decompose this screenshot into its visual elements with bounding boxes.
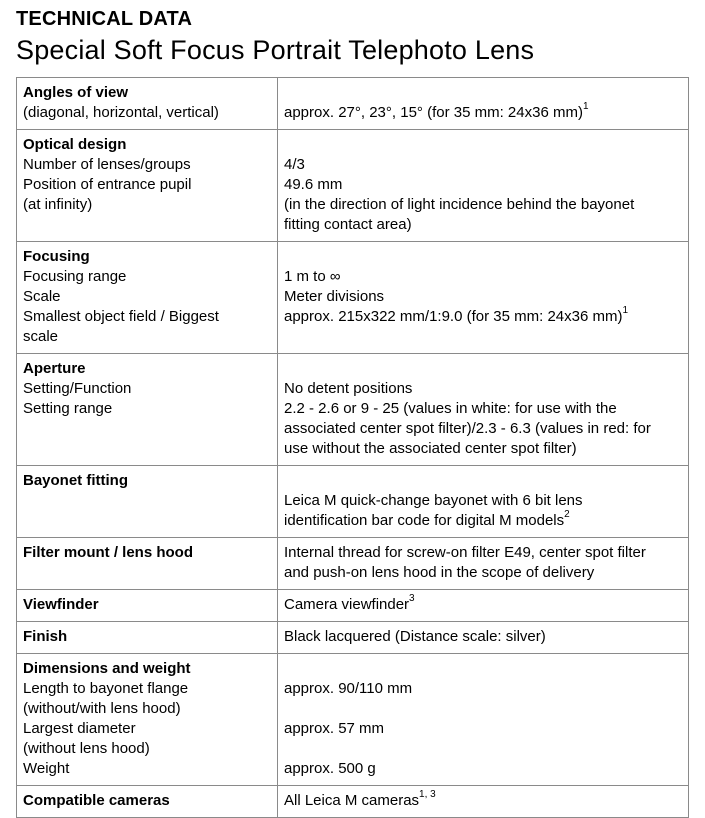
row-value: (in the direction of light incidence behind the bayonet: [284, 196, 635, 213]
row-value: All Leica M cameras$^{1, 3}$: [284, 789, 436, 809]
row-sub-label: Length to bayonet flange: [23, 680, 189, 697]
technical-data-table: [16, 77, 689, 818]
row-value: Meter divisions: [284, 288, 385, 305]
footnote-marker: 1, 3: [419, 789, 436, 800]
table-row: [17, 130, 689, 242]
row-value: Black lacquered (Distance scale: silver): [284, 628, 546, 645]
footnote-marker: 1: [622, 305, 629, 316]
row-sub-label: (at infinity): [23, 196, 93, 213]
row-heading: Angles of view: [23, 84, 129, 101]
row-sub-label: Smallest object field / Biggest: [23, 308, 219, 325]
row-heading: Dimensions and weight: [23, 660, 191, 677]
table-row: [17, 354, 689, 466]
row-heading: Filter mount / lens hood: [23, 544, 193, 561]
row-sub-label: Focusing range: [23, 268, 127, 285]
row-sub-label: Setting range: [23, 400, 113, 417]
row-value: 4/3: [284, 156, 305, 173]
row-label-cell: [17, 242, 278, 354]
footnote-marker: 1: [582, 101, 589, 112]
row-heading: Optical design: [23, 136, 127, 153]
row-label-cell: [17, 130, 278, 242]
row-heading: Focusing: [23, 248, 90, 265]
footnote-marker: 3: [409, 593, 415, 604]
row-sub-label: Setting/Function: [23, 380, 132, 397]
row-value-cell: [278, 78, 689, 130]
row-heading: Bayonet fitting: [23, 472, 128, 489]
row-value: fitting contact area): [284, 216, 412, 233]
row-sub-label: Position of entrance pupil: [23, 176, 192, 193]
row-sub-label: Number of lenses/groups: [23, 156, 191, 173]
row-value: 2.2 - 2.6 or 9 - 25 (values in white: for use with the: [284, 400, 617, 417]
row-value: approx. 500 g: [284, 760, 376, 777]
section-label: TECHNICAL DATA: [16, 8, 193, 30]
row-value: No detent positions: [284, 380, 413, 397]
row-value-cell: [278, 466, 689, 538]
row-heading: Viewfinder: [23, 596, 99, 613]
row-value: Internal thread for screw-on filter E49, center spot filter: [284, 544, 646, 561]
table-row: [17, 538, 689, 590]
row-value-cell: [278, 654, 689, 786]
row-value-cell: [278, 786, 689, 818]
row-sub-label: (without/with lens hood): [23, 700, 181, 717]
table-row: [17, 622, 689, 654]
row-value: approx. 90/110 mm: [284, 680, 413, 697]
row-heading: Finish: [23, 628, 68, 645]
table-row: [17, 242, 689, 354]
row-label-cell: [17, 786, 278, 818]
row-value: Leica M quick-change bayonet with 6 bit lens: [284, 492, 583, 509]
row-value: 49.6 mm: [284, 176, 343, 193]
row-sub-label: (without lens hood): [23, 740, 150, 757]
row-value: Camera viewfinder$^3$: [284, 593, 415, 613]
row-value-cell: [278, 538, 689, 590]
row-label-cell: [17, 538, 278, 590]
row-heading: Compatible cameras: [23, 792, 170, 809]
row-value-cell: [278, 130, 689, 242]
table-row: [17, 786, 689, 818]
table-row: [17, 466, 689, 538]
row-label-cell: [17, 654, 278, 786]
row-value-cell: [278, 590, 689, 622]
row-sub-label: Weight: [23, 760, 70, 777]
row-value: identification bar code for digital M models$^2$: [284, 509, 570, 529]
row-label-cell: [17, 590, 278, 622]
row-label-cell: [17, 466, 278, 538]
table-row: [17, 78, 689, 130]
row-value: and push-on lens hood in the scope of delivery: [284, 564, 595, 581]
row-value-cell: [278, 622, 689, 654]
row-sub-label: Scale: [23, 288, 61, 305]
footnote-marker: 2: [564, 509, 570, 520]
row-value: associated center spot filter)/2.3 - 6.3 (values in red: for: [284, 420, 651, 437]
row-heading: Aperture: [23, 360, 86, 377]
row-value: approx. 27°, 23°, 15° (for 35 mm: 24x36 mm)$^1$: [284, 101, 589, 121]
row-value-cell: [278, 354, 689, 466]
row-value: 1 m to ∞: [284, 268, 341, 285]
table-row: [17, 654, 689, 786]
row-value: approx. 57 mm: [284, 720, 385, 737]
row-label-cell: [17, 78, 278, 130]
row-sub-label: (diagonal, horizontal, vertical): [23, 104, 219, 121]
document-title: Special Soft Focus Portrait Telephoto Lens: [16, 35, 535, 65]
row-label-cell: [17, 622, 278, 654]
table-row: [17, 590, 689, 622]
row-sub-label: scale: [23, 328, 59, 345]
row-label-cell: [17, 354, 278, 466]
row-value: approx. 215x322 mm/1:9.0 (for 35 mm: 24x36 mm)$^1$: [284, 305, 629, 325]
row-value-cell: [278, 242, 689, 354]
row-sub-label: Largest diameter: [23, 720, 136, 737]
row-value: use without the associated center spot filter): [284, 440, 577, 457]
